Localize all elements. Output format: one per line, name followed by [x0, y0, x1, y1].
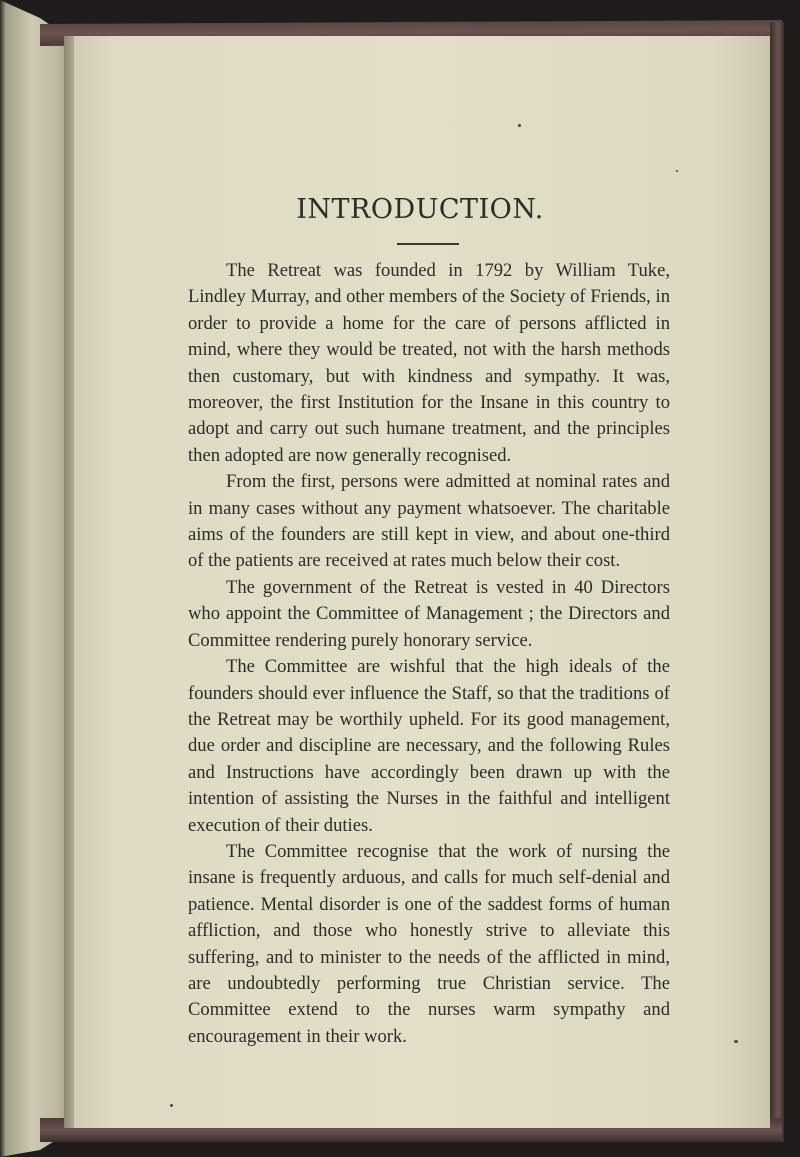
paper-speck [518, 124, 521, 127]
paper-speck [676, 170, 678, 172]
paragraph: The Committee recognise that the work of nursing the insane is frequently arduous, and calls for much self-denial and patience. Mental disorder is one of the saddest forms of human affliction, and those who honestly strive to alleviate this suffering, and to minister to the needs of the afflicted in mind, are undoubtedly performing true Christian service. The Committee extend to the nurses warm sympathy and encouragement in their work. [188, 840, 670, 1047]
paragraph: The Committee are wishful that the high ideals of the founders should ever influence the Staff, so that the traditions of the Retreat may be worthily upheld. For its good management, due order and discipline are necessary, and the following Rules and Instructions have accordingly been drawn up with the intention of assisting the Nurses in the faithful and intelligent execution of their duties. [188, 656, 670, 836]
paragraph: From the first, persons were admitted at nominal rates and in many cases without any payment whatsoever. The charitable aims of the founders are still kept in view, and about one-third of the patients are received at rates much below their cost. [188, 471, 670, 572]
body-text [188, 258, 670, 1050]
facing-page-edge [0, 0, 72, 1157]
cover-edge-right [770, 22, 784, 1142]
paragraph: The Retreat was founded in 1792 by William Tuke, Lindley Murray, and other members of the Society of Friends, in order to provide a home for the care of persons afflicted in mind, where they would be treated, not with the harsh methods then customary, but with kindness and sympathy. It was, moreover, the first Institution for the Insane in this country to adopt and carry out such humane treatment, and the principles then adopted are now generally recognised. [188, 260, 670, 466]
title-rule [397, 243, 459, 245]
paper-speck [170, 1104, 173, 1107]
paper-speck [734, 1040, 738, 1043]
paragraph: The government of the Retreat is vested in 40 Directors who appoint the Committee of Management ; the Directors and Committee rendering purely honorary service. [188, 576, 670, 651]
page-title: INTRODUCTION. [296, 194, 544, 225]
